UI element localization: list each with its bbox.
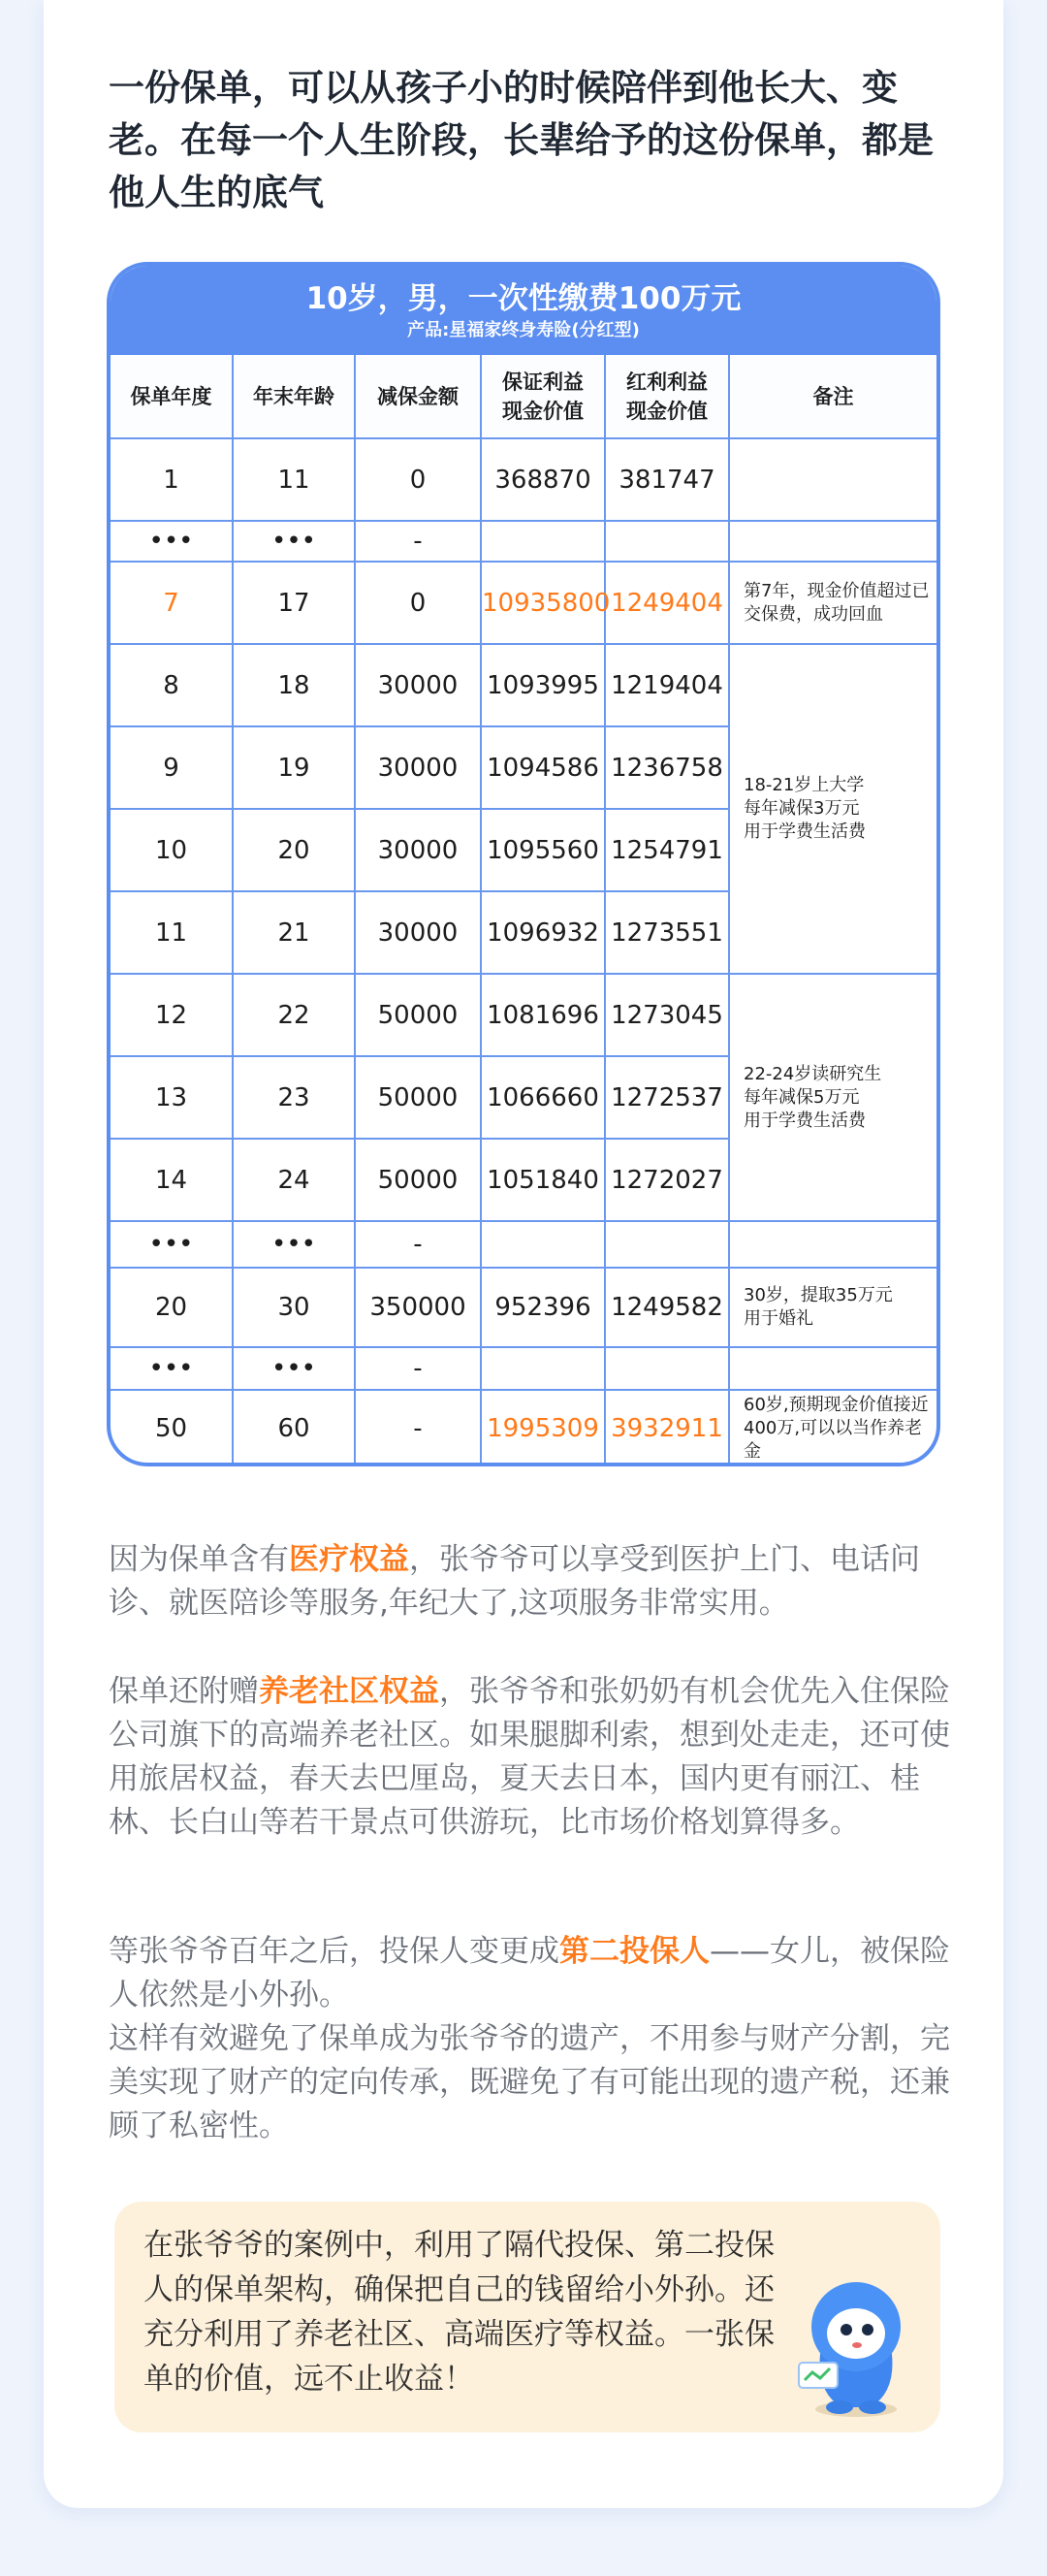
table-subtitle: 产品:星福家终身寿险(分红型)	[407, 320, 640, 340]
cell-reduce: -	[355, 1347, 481, 1390]
cell-dividend: 1273045	[605, 974, 729, 1056]
cell-reduce: 0	[355, 562, 481, 644]
cell-reduce: 50000	[355, 1139, 481, 1221]
table-row	[111, 1347, 936, 1390]
cell-year: 1	[111, 438, 233, 521]
cell-year: 20	[111, 1268, 233, 1347]
cell-age: •••	[233, 1347, 355, 1390]
cell-note: 18-21岁上大学 每年减保3万元 用于学费生活费	[729, 644, 936, 974]
cell-reduce: 50000	[355, 974, 481, 1056]
cell-guaranteed: 1096932	[481, 891, 605, 974]
benefit-grid	[111, 355, 936, 1465]
header-year: 保单年度	[111, 355, 233, 438]
table-header-banner	[111, 266, 936, 355]
cell-guaranteed: 1081696	[481, 974, 605, 1056]
cell-age: 24	[233, 1139, 355, 1221]
cell-note: 30岁，提取35万元 用于婚礼	[729, 1268, 936, 1347]
cell-age: •••	[233, 1221, 355, 1268]
para-text: 这样有效避免了保单成为张爷爷的遗产，不用参与财产分割，完美实现了财产的定向传承，既避免了有可能出现的遗产税，还兼顾了私密性。	[109, 2021, 950, 2143]
cell-guaranteed: 1995309	[481, 1390, 605, 1465]
cell-reduce: 30000	[355, 644, 481, 726]
cell-year: 11	[111, 891, 233, 974]
cell-dividend: 1249404	[605, 562, 729, 644]
cell-reduce: 30000	[355, 891, 481, 974]
cell-reduce: -	[355, 1390, 481, 1465]
cell-guaranteed: 1093995	[481, 644, 605, 726]
table-row	[111, 1268, 936, 1347]
para-text: ，张爷爷可以享受到医护上门、电话问诊、就医陪诊等服务,年纪大了,这项服务非常实用。	[109, 1542, 920, 1621]
header-note: 备注	[729, 355, 936, 438]
cell-year: 14	[111, 1139, 233, 1221]
cell-reduce: -	[355, 521, 481, 562]
cell-guaranteed: 1095560	[481, 809, 605, 891]
mascot-icon	[793, 2273, 919, 2419]
cell-age: 23	[233, 1056, 355, 1139]
table-row	[111, 1221, 936, 1268]
cell-note	[729, 438, 936, 521]
table-row	[111, 438, 936, 521]
cell-dividend: 1219404	[605, 644, 729, 726]
cell-reduce: 30000	[355, 809, 481, 891]
cell-age: 30	[233, 1268, 355, 1347]
cell-note: 60岁,预期现金价值接近400万,可以以当作养老金	[729, 1390, 936, 1465]
header-dividend: 红利利益 现金价值	[605, 355, 729, 438]
cell-note	[729, 521, 936, 562]
cell-reduce: 30000	[355, 726, 481, 809]
cell-dividend: 1272537	[605, 1056, 729, 1139]
second-policyholder-highlight: 第二投保人	[559, 1934, 710, 1969]
cell-age: 18	[233, 644, 355, 726]
cell-guaranteed	[481, 1221, 605, 1268]
cell-dividend: 1273551	[605, 891, 729, 974]
table-header-row	[111, 355, 936, 438]
cell-guaranteed: 368870	[481, 438, 605, 521]
cell-reduce: -	[355, 1221, 481, 1268]
cell-age: 60	[233, 1390, 355, 1465]
summary-text: 在张爷爷的案例中，利用了隔代投保、第二投保人的保单架构，确保把自己的钱留给小外孙。还充分利用了养老社区、高端医疗等权益。一张保单的价值，远不止收益！	[143, 2228, 775, 2397]
table-row	[111, 644, 936, 726]
cell-note: 22-24岁读研究生 每年减保5万元 用于学费生活费	[729, 974, 936, 1221]
header-guaranteed: 保证利益 现金价值	[481, 355, 605, 438]
intro-text: 一份保单，可以从孩子小的时候陪伴到他长大、变老。在每一个人生阶段，长辈给予的这份保单，都是他人生的底气	[109, 67, 934, 213]
table-row	[111, 521, 936, 562]
medical-benefit-highlight: 医疗权益	[289, 1542, 409, 1577]
medical-benefit-paragraph	[109, 1538, 962, 1626]
para-text: ，张爷爷和张奶奶有机会优先入住保险公司旗下的高端养老社区。如果腿脚利索，想到处走走，还可使用旅居权益，春天去巴厘岛，夏天去日本，国内更有丽江、桂林、长白山等若干景点可供游玩，比市场价格划算得多。	[109, 1674, 950, 1840]
cell-dividend	[605, 1221, 729, 1268]
cell-guaranteed: 1066660	[481, 1056, 605, 1139]
header-age: 年末年龄	[233, 355, 355, 438]
senior-community-paragraph	[109, 1670, 962, 1845]
cell-age: 21	[233, 891, 355, 974]
cell-age: 19	[233, 726, 355, 809]
cell-year: •••	[111, 1347, 233, 1390]
second-policyholder-paragraph	[109, 1930, 962, 2148]
cell-year: 50	[111, 1390, 233, 1465]
table-title: 10岁，男，一次性缴费100万元	[305, 281, 742, 316]
cell-age: 17	[233, 562, 355, 644]
cell-age: 22	[233, 974, 355, 1056]
cell-reduce: 0	[355, 438, 481, 521]
header-reduce: 减保金额	[355, 355, 481, 438]
cell-year: 8	[111, 644, 233, 726]
table-row	[111, 974, 936, 1056]
cell-guaranteed: 952396	[481, 1268, 605, 1347]
cell-note	[729, 1221, 936, 1268]
cell-year: 12	[111, 974, 233, 1056]
table-row	[111, 1390, 936, 1465]
cell-dividend: 1254791	[605, 809, 729, 891]
cell-year: •••	[111, 1221, 233, 1268]
cell-guaranteed	[481, 1347, 605, 1390]
para-text: 等张爷爷百年之后，投保人变更成	[109, 1934, 559, 1969]
cell-dividend	[605, 1347, 729, 1390]
cell-dividend: 3932911	[605, 1390, 729, 1465]
cell-year: 7	[111, 562, 233, 644]
cell-age: 20	[233, 809, 355, 891]
cell-year: •••	[111, 521, 233, 562]
cell-dividend	[605, 521, 729, 562]
cell-reduce: 350000	[355, 1268, 481, 1347]
table-row	[111, 562, 936, 644]
benefit-table	[107, 262, 940, 1466]
para-text: 保单还附赠	[109, 1674, 259, 1709]
cell-reduce: 50000	[355, 1056, 481, 1139]
cell-age: 11	[233, 438, 355, 521]
para-text: ——女儿，被保险人依然是小外孙。	[109, 1934, 950, 2012]
para-text: 因为保单含有	[109, 1542, 289, 1577]
cell-dividend: 1236758	[605, 726, 729, 809]
cell-dividend: 1249582	[605, 1268, 729, 1347]
cell-note	[729, 1347, 936, 1390]
cell-age: •••	[233, 521, 355, 562]
summary-box	[114, 2202, 940, 2432]
cell-dividend: 1272027	[605, 1139, 729, 1221]
cell-guaranteed: 1094586	[481, 726, 605, 809]
cell-year: 13	[111, 1056, 233, 1139]
cell-guaranteed: 1051840	[481, 1139, 605, 1221]
cell-guaranteed: 10935800	[481, 562, 605, 644]
cell-guaranteed	[481, 521, 605, 562]
senior-community-highlight: 养老社区权益	[259, 1674, 439, 1709]
cell-year: 10	[111, 809, 233, 891]
cell-year: 9	[111, 726, 233, 809]
cell-dividend: 381747	[605, 438, 729, 521]
cell-note: 第7年，现金价值超过已交保费，成功回血	[729, 562, 936, 644]
